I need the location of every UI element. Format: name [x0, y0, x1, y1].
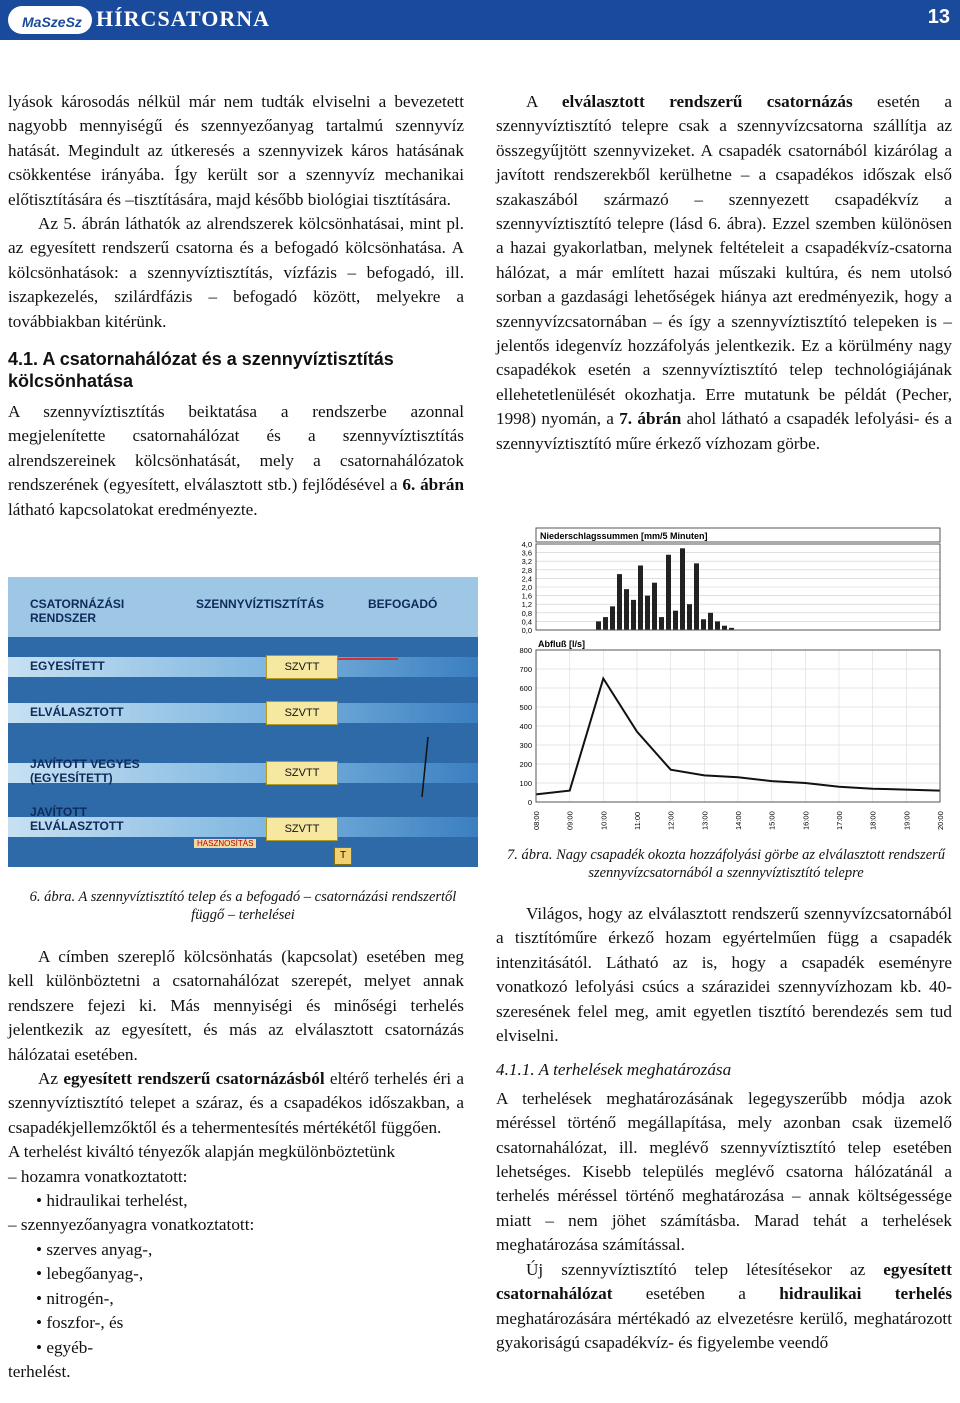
time-tick: 11:00 [633, 811, 642, 830]
subheading: 4.1.1. A terhelések meghatározása [496, 1060, 732, 1080]
precip-bar [722, 626, 727, 630]
precip-bar [659, 617, 664, 630]
szvtt-box: SZVTT [266, 655, 338, 679]
text: eltérő terhelés éri a szennyvíztisztító telepet a száraz, és a csapadékos időszakban, a csapadékjellemzőktől és a tehermentesítés mértékétől függően. [8, 1069, 464, 1137]
text: látható kapcsolatokat eredményezte. [8, 499, 258, 519]
bold-term: elválasztott rendszerű csatornázás [561, 92, 853, 111]
precip-tick: 2,0 [521, 583, 532, 592]
paragraph [8, 1067, 464, 1140]
caption-text: Nagy csapadék okozta hozzáfolyási görbe az elválasztott rendszerű szennyvízcsatornából a szennyvíztisztító telepre [556, 847, 946, 881]
list-group-label: – szennyezőanyagra vonatkoztatott: [8, 1215, 255, 1235]
precip-tick: 0,8 [521, 608, 532, 618]
precip-bar [687, 604, 692, 630]
paragraph: A címben szereplő kölcsönhatás (kapcsolat) esetében meg kell különböztetni a csatornahálózat szerepét, melyet annak rendszere fejezi ki. Más mennyiségi és minőségi terhelés jelentkezik az egyesített, és más az elválasztott csatornázás hálózatai esetében. [8, 947, 464, 1064]
bold-term: hidraulikai terhelés [779, 1284, 953, 1304]
paragraph [496, 90, 952, 456]
list-item: • egyéb- [36, 1337, 94, 1357]
paragraph [8, 400, 464, 522]
paragraph: Világos, hogy az elválasztott rendszerű szennyvízcsatornából a tisztítóműre érkező hozam egyértelműen függ a csapadék intenzitásától. Látható az is, hogy a csapadék eseményre vonatkozó lefolyási csúcs a szárazidei szennyvízhozam kb. 40-szeresének felel meg, amit egyetlen tisztító berendezés sem tud elviselni. [496, 904, 952, 1046]
figure-ref: 6. ábrán [402, 475, 465, 495]
chart-svg [500, 520, 952, 832]
precip-bar [596, 621, 601, 630]
precip-bar [631, 600, 636, 630]
row-label: ELVÁLASZTOTT [30, 705, 124, 719]
right-column-top [496, 90, 952, 456]
time-tick: 18:00 [868, 811, 878, 830]
flow-tick: 700 [519, 665, 532, 674]
time-tick: 15:00 [767, 811, 777, 830]
precip-bar [701, 619, 706, 630]
text: Az [38, 1069, 64, 1089]
row-label: JAVÍTOTT VEGYES (EGYESÍTETT) [30, 757, 140, 785]
list-item: • lebegőanyag-, [36, 1264, 144, 1284]
text: esetében a [612, 1284, 780, 1304]
szvtt-box: SZVTT [266, 817, 338, 841]
header-treatment: SZENNYVÍZTISZTÍTÁS [196, 597, 325, 611]
figure-6-caption [20, 888, 466, 924]
flow-tick: 300 [519, 741, 532, 750]
masszesz-logo [8, 6, 92, 34]
time-tick: 10:00 [599, 811, 609, 830]
load-list [8, 1165, 464, 1385]
time-tick: 08:00 [532, 811, 541, 830]
precip-bar [638, 566, 643, 631]
precip-bar [617, 574, 622, 630]
text: meghatározására mértékadó az elvezetésre kerülő, meghatározott gyakoriságú csapadékvíz- és figyelembe veendő [496, 1308, 952, 1352]
figure-ref: 7. ábrán [619, 409, 682, 429]
text: Új szennyvíztisztító telep létesítésekor az [526, 1259, 884, 1279]
paragraph: A terhelések meghatározásának legegyszerűbb módja azok méréssel történő megállapítása, mely azonban csak üzemelő csatornahálózat, ill. meglévő szennyvíztisztító telep esetében lehetséges. Kisebb település meglévő csatorna hálózatánál a terhelés méréssel történő meghatározása – annak költségessége miatt – nem jöhet számításba. Marad tehát a terhelések meghatározása számítással. [496, 1088, 952, 1255]
precip-bar [673, 611, 678, 630]
utilization-label: HASZNOSÍTÁS [194, 839, 256, 848]
logo-text: MaSzeSz [22, 14, 82, 30]
szvtt-box: SZVTT [266, 701, 338, 725]
left-column-top [8, 90, 464, 522]
precip-tick: 3,6 [521, 548, 532, 558]
time-tick: 16:00 [801, 811, 811, 830]
header-sewer-system: CSATORNÁZÁSI RENDSZER [30, 597, 125, 625]
precip-bar [603, 617, 608, 630]
precip-tick: 1,6 [521, 591, 532, 601]
paragraph: Az 5. ábrán láthatók az alrendszerek kölcsönhatásai, mint pl. az egyesített rendszerű csatorna és a befogadó kölcsönhatása. A kölcsönhatások: a szennyvíztisztítás, vízfázis – befogadó, ill. iszapkezelés, szilárdfázis – befogadó között, melyekre a továbbiakban kitérünk. [8, 214, 464, 331]
flow-tick: 800 [519, 646, 532, 655]
text: A szennyvíztisztítás beiktatása a rendszerbe azonnal megjelenítette csatornahálózat és a szennyvíztisztítás alrendszereinek kölcsönhatását, mely a csatornahálózatok rendszerének (egyesített, elválasztott stb.) fejlődésével a [8, 402, 464, 495]
precip-bar [708, 613, 713, 630]
t-box: T [334, 847, 352, 865]
flow-tick: 0 [527, 798, 532, 807]
precip-axis-label: Niederschlagssummen [mm/5 Minuten] [540, 531, 708, 541]
precip-bar [715, 621, 720, 630]
bold-term: egyesített csatornahálózat [496, 1259, 952, 1304]
paragraph: A terhelést kiváltó tényezők alapján megkülönböztetünk [8, 1142, 396, 1162]
right-column-bottom [496, 902, 952, 1355]
precip-bar [624, 589, 629, 630]
list-item: • foszfor-, és [36, 1313, 124, 1333]
precip-bar [694, 563, 699, 630]
caption-num: 6. ábra. [29, 889, 76, 905]
section-heading: 4.1. A csatornahálózat és a szennyvíztisztítás kölcsönhatása [8, 349, 394, 392]
szvtt-box: SZVTT [266, 761, 338, 785]
precip-bar [610, 606, 615, 630]
flow-tick: 100 [519, 779, 532, 788]
flow-tick: 600 [519, 684, 532, 693]
time-tick: 13:00 [700, 811, 710, 830]
time-tick: 09:00 [565, 811, 575, 830]
header-receiver: BEFOGADÓ [368, 597, 438, 611]
precip-tick: 2,4 [521, 574, 532, 584]
precip-bar [652, 583, 657, 630]
text: A [526, 92, 562, 111]
precip-tick: 1,2 [521, 600, 532, 610]
list-item: • hidraulikai terhelést, [36, 1191, 188, 1211]
precip-bar [680, 548, 685, 630]
time-tick: 12:00 [666, 811, 676, 830]
flow-arrows [338, 647, 468, 847]
time-tick: 17:00 [835, 811, 844, 830]
row-label: EGYESÍTETT [30, 659, 105, 673]
figure-6-diagram [8, 577, 478, 867]
figure-7-caption [500, 846, 952, 882]
caption-num: 7. ábra. [506, 847, 553, 863]
precip-bar [666, 555, 671, 630]
time-tick: 19:00 [902, 811, 912, 830]
page-number: 13 [927, 6, 950, 28]
flow-tick: 400 [519, 722, 532, 731]
newsletter-title: HÍRCSATORNA [96, 6, 270, 31]
caption-text: A szennyvíztisztító telep és a befogadó – csatornázási rendszertől függő – terhelései [78, 889, 457, 923]
paragraph: lyások károsodás nélkül már nem tudták elviselni a bevezetett nagyobb mennyiségű és szennyezőanyag tartalmú szennyvíz hatását. Megindult az útkeresés a szennyvizek káros hatásának csökkentése irányába. Így került sor a szennyvíz mechanikai előtisztítására és –tisztítására, majd később biológiai tisztítására. [8, 92, 464, 209]
precip-tick: 3,2 [521, 557, 532, 567]
flow-tick: 500 [519, 703, 532, 712]
time-tick: 20:00 [936, 811, 945, 830]
text: ahol látható a csapadék lefolyási- és a szennyvíztisztító műre érkező vízhozam görbe. [496, 409, 952, 453]
list-item: • szerves anyag-, [36, 1239, 153, 1259]
precip-bar [645, 596, 650, 630]
bold-term: egyesített rendszerű csatornázásból [63, 1069, 325, 1089]
precip-tick: 2,8 [521, 565, 532, 575]
paragraph [496, 1258, 952, 1356]
flow-axis-label: Abfluß [l/s] [538, 639, 585, 649]
flow-tick: 200 [519, 760, 532, 769]
text: esetén a szennyvíztisztító telepre csak a szennyvízcsatorna szállítja az összegyűjtött szennyvizeket. A csapadék csatornából kizárólag a javított rendszerekből kerülhetne – a csapadékos időszak első szakaszából származó – szennyezett csapadékvíz a szennyvíztisztító telepre (lásd 6. ábra). Ezzel szemben különösen a hazai gyakorlatban, melynek feltételeit a csapadékvíz-csatorna hálózat, a már említett hazai műszaki kultúra, és nem utolsó sorban a gazdasági lehetőségek hiánya azt eredményezik, hogy a szennyvízcsatornában – és így a szennyvíztisztító telepeken is – jelentős idegenvíz hozzáfolyás jelentkezik. Ez a körülmény nagy csapadékok esetén a szennyvíztisztító telep technológiájának ellehetetlenülését okozhatja. Erre mutatunk be példát (Pecher, 1998) nyomán, a [496, 92, 952, 429]
list-tail: terhelést. [8, 1361, 71, 1381]
precip-tick: 0,0 [521, 626, 532, 635]
time-tick: 14:00 [734, 811, 743, 830]
precip-tick: 0,4 [521, 617, 532, 627]
precip-tick: 4,0 [521, 540, 532, 549]
left-column-bottom [8, 945, 464, 1384]
page-header [0, 0, 960, 40]
list-item: • nitrogén-, [36, 1288, 114, 1308]
figure-7-chart [500, 520, 952, 832]
list-group-label: – hozamra vonatkoztatott: [8, 1166, 188, 1186]
row-label: JAVÍTOTT ELVÁLASZTOTT [30, 805, 124, 833]
